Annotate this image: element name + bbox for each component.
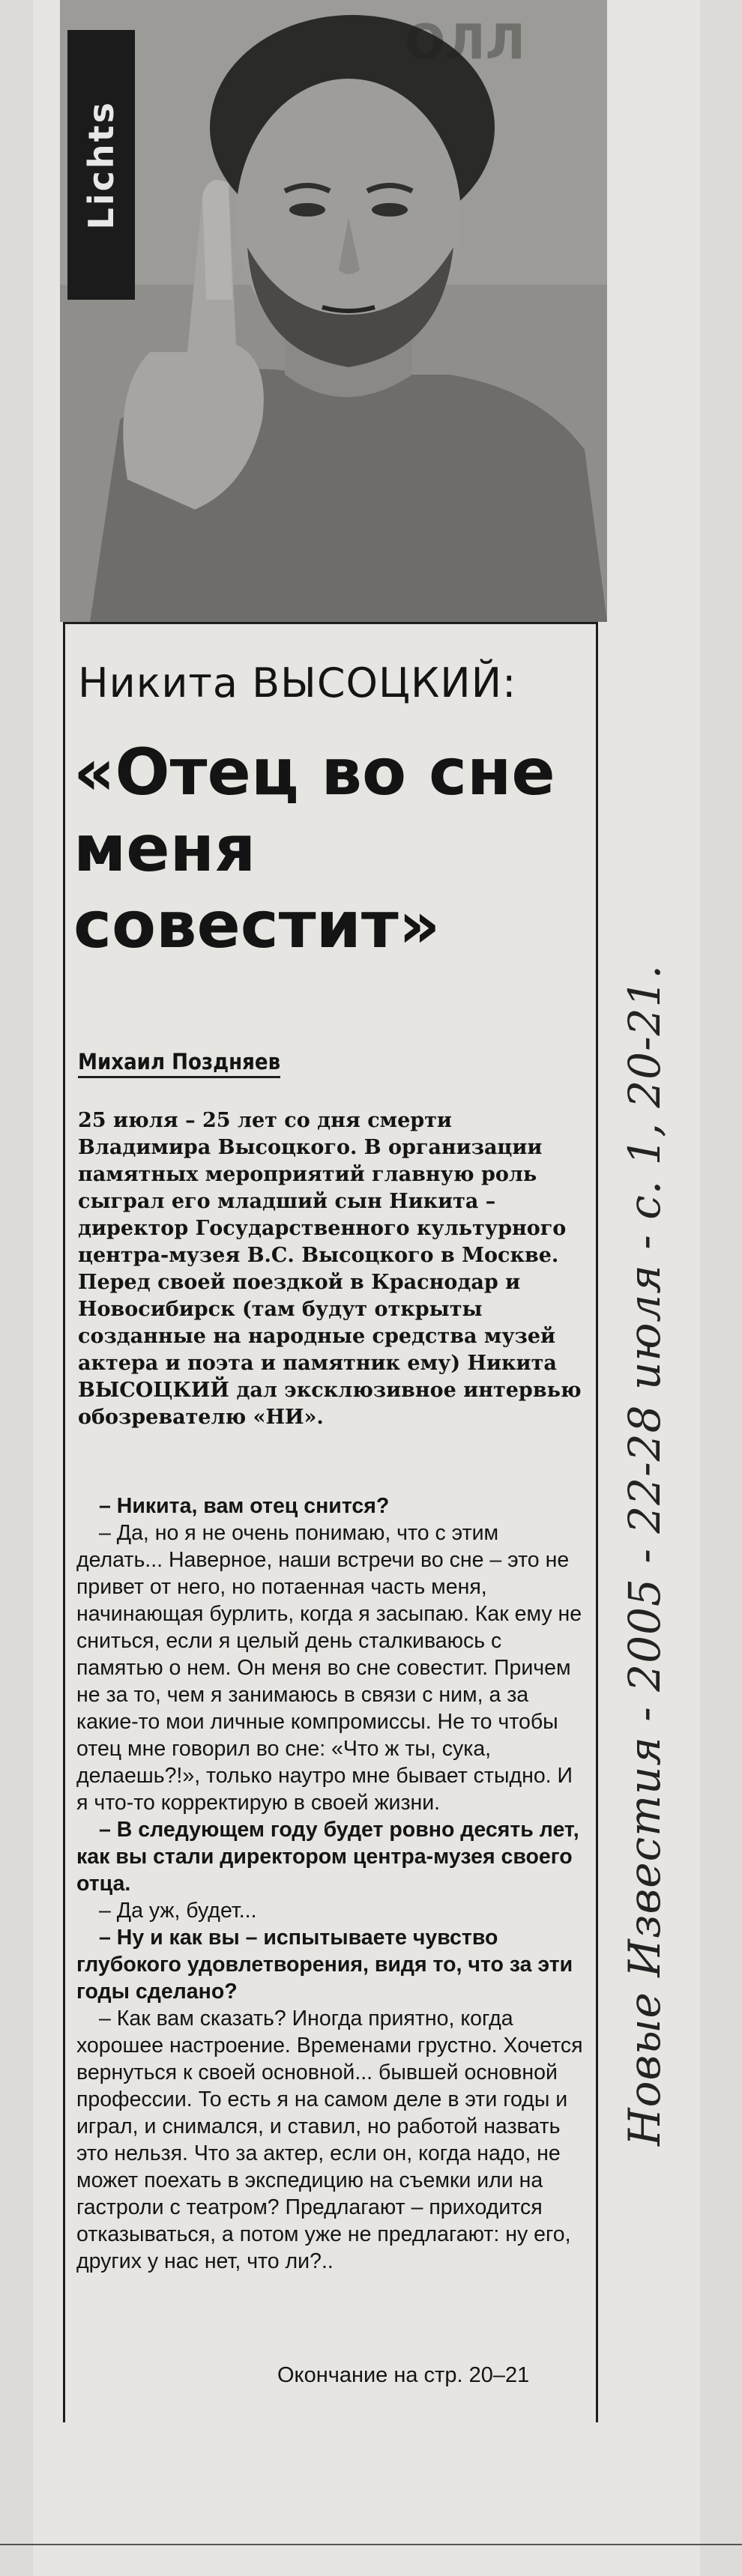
- headline-first-name: Никита: [78, 659, 238, 707]
- interview-question: – В следующем году будет ровно десять лет, как вы стали директором центра-музея своего отца.: [76, 1818, 579, 1896]
- author-byline: Михаил Поздняев: [78, 1049, 280, 1078]
- lead-paragraph: 25 июля – 25 лет со дня смерти Владимира Высоцкого. В организации памятных мероприятий главную роль сыграл его младший сын Никита – директор Государственного культурного центра-музея В.С. Высоцкого в Москве. Перед своей поездкой в Краснодар и Новосибирск (там будут открыты созданные на народные средства музей актера и поэта и памятник ему) Никита ВЫСОЦКИЙ дал эксклюзивное интервью обозревателю «НИ».: [78, 1109, 582, 1429]
- rubric-label: Lichts: [81, 100, 121, 230]
- background-masthead-text: ОЛЛ: [405, 15, 525, 70]
- continuation-note: Окончание на стр. 20–21: [277, 2363, 530, 2387]
- headline-name: [78, 659, 516, 707]
- portrait-photo: [60, 0, 607, 622]
- headline-quote-line: меня: [73, 811, 256, 886]
- headline-surname: ВЫСОЦКИЙ:: [252, 659, 517, 707]
- interview-body: [76, 1493, 586, 2275]
- interview-question: – Ну и как вы – испытываете чувство глубокого удовлетворения, видя то, что за эти годы сделано?: [76, 1926, 573, 2004]
- headline-quote-line: совестит»: [73, 888, 441, 963]
- headline-quote: [73, 734, 591, 964]
- section-rubric-tag: [67, 30, 135, 300]
- interview-answer: – Как вам сказать? Иногда приятно, когда хорошее настроение. Временами грустно. Хочется вернуться к своей основной... бывшей основной профессии. То есть я на самом деле в эти годы и играл, и снимался, и ставил, но работой назвать это нельзя. Что за актер, если он, когда надо, не может поехать в экспедицию на съемки или на гастроли с театром? Предлагают – приходится отказываться, а потом уже не предлагают: ну его, других у нас нет, что ли?..: [76, 2007, 583, 2273]
- interview-answer: – Да уж, будет...: [99, 1899, 257, 1923]
- interview-question: – Никита, вам отец снится?: [99, 1494, 390, 1518]
- portrait-image: [60, 0, 607, 622]
- handwritten-annotation: [600, 674, 690, 2435]
- headline-quote-line: «Отец во сне: [73, 735, 555, 810]
- interview-answer: – Да, но я не очень понимаю, что с этим делать... Наверное, наши встречи во сне – это не привет от него, но потаенная часть меня, начинающая бурлить, когда я засыпаю. Как ему не сниться, если я целый день сталкиваюсь с памятью о нем. Он меня во сне совестит. Причем не за то, чем я занимаюсь в связи с ним, а за какие-то мои личные компромиссы. Не то чтобы отец мне говорил во сне: «Что ж ты, сука, делаешь?!», только наутро мне бывает стыдно. И я что-то корректирую в своей жизни.: [76, 1521, 582, 1815]
- handwritten-source-note: Новые Известия - 2005 - 22-28 июля - с. 1, 20-21.: [619, 964, 670, 2146]
- bottom-divider: [0, 2544, 742, 2545]
